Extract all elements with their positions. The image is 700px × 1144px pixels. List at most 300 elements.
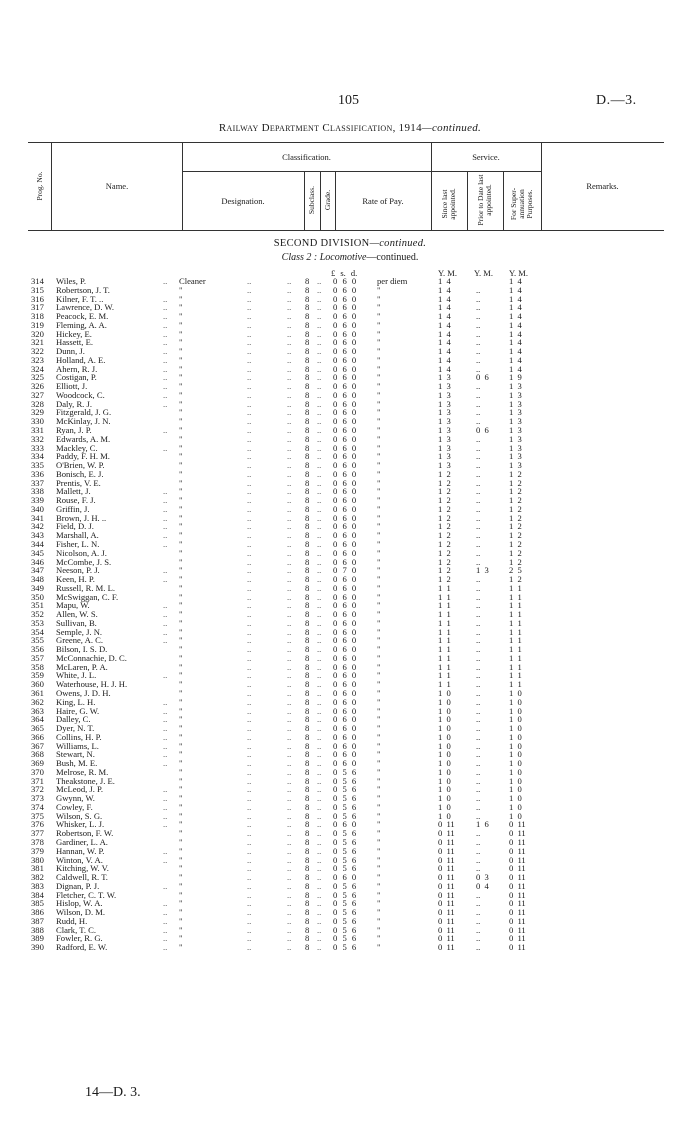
col-divider: [320, 171, 321, 230]
name-cell: Mackley, C.: [56, 442, 98, 453]
designation-cell: ": [179, 319, 183, 330]
subclass-cell: 8: [305, 915, 310, 926]
prior-to-date-cell: ..: [476, 609, 481, 620]
leader-dots: ..: [317, 714, 322, 725]
leader-dots: ..: [163, 311, 168, 322]
leader-dots: ..: [287, 565, 292, 576]
leader-dots: ..: [287, 451, 292, 462]
since-last-cell: 1 4: [438, 284, 451, 295]
prog-no-cell: 367: [31, 740, 44, 751]
name-cell: Rudd, H.: [56, 915, 88, 926]
rate-cell: 0 6 0: [333, 389, 357, 400]
superannuation-cell: 1 4: [509, 302, 522, 313]
leader-dots: ..: [317, 433, 322, 444]
superannuation-cell: 1 2: [509, 574, 522, 585]
leader-dots: ..: [247, 486, 252, 497]
leader-dots: ..: [287, 740, 292, 751]
leader-dots: ..: [287, 828, 292, 839]
name-cell: Mallett, J.: [56, 486, 91, 497]
since-last-cell: 0 11: [438, 845, 455, 856]
leader-dots: ..: [317, 425, 322, 436]
prior-to-date-cell: ..: [476, 828, 481, 839]
leader-dots: ..: [317, 889, 322, 900]
leader-dots: ..: [163, 705, 168, 716]
leader-dots: ..: [287, 521, 292, 532]
leader-dots: ..: [163, 845, 168, 856]
leader-dots: ..: [247, 872, 252, 883]
superannuation-cell: 1 4: [509, 276, 522, 286]
leader-dots: ..: [163, 749, 168, 760]
name-cell: Hannan, W. P.: [56, 845, 105, 856]
subclass-cell: 8: [305, 451, 310, 462]
leader-dots: ..: [287, 758, 292, 769]
subclass-cell: 8: [305, 574, 310, 585]
rate-period-cell: ": [377, 574, 381, 585]
leader-dots: ..: [247, 766, 252, 777]
leader-dots: ..: [317, 538, 322, 549]
superannuation-cell: 1 0: [509, 687, 522, 698]
name-cell: Nicolson, A. J.: [56, 547, 107, 558]
rate-cell: 0 6 0: [333, 714, 357, 725]
name-cell: Holland, A. E.: [56, 354, 106, 365]
since-last-cell: 0 11: [438, 915, 455, 926]
rate-period-cell: ": [377, 731, 381, 742]
name-cell: McLaren, P. A.: [56, 661, 108, 672]
leader-dots: ..: [163, 933, 168, 944]
superannuation-cell: 1 2: [509, 547, 522, 558]
since-last-cell: 1 4: [438, 319, 451, 330]
header-grade: Grade.: [323, 189, 332, 211]
superannuation-cell: 1 4: [509, 346, 522, 357]
rate-cell: 0 6 0: [333, 363, 357, 374]
superannuation-cell: 1 4: [509, 337, 522, 348]
leader-dots: ..: [247, 670, 252, 681]
leader-dots: ..: [287, 460, 292, 471]
leader-dots: ..: [287, 284, 292, 295]
leader-dots: ..: [287, 495, 292, 506]
name-cell: Griffin, J.: [56, 503, 90, 514]
leader-dots: ..: [247, 854, 252, 865]
name-cell: Rouse, F. J.: [56, 495, 96, 506]
superannuation-cell: 1 4: [509, 328, 522, 339]
designation-cell: ": [179, 328, 183, 339]
designation-cell: ": [179, 723, 183, 734]
rate-period-cell: ": [377, 609, 381, 620]
leader-dots: ..: [287, 363, 292, 374]
designation-cell: ": [179, 731, 183, 742]
staff-table-body: [0, 277, 700, 952]
designation-cell: ": [179, 872, 183, 883]
rate-period-cell: ": [377, 582, 381, 593]
leader-dots: ..: [247, 731, 252, 742]
rate-period-cell: ": [377, 293, 381, 304]
leader-dots: ..: [247, 442, 252, 453]
subclass-cell: 8: [305, 512, 310, 523]
prior-to-date-cell: ..: [476, 845, 481, 856]
prior-to-date-cell: ..: [476, 784, 481, 795]
prior-to-date-cell: ..: [476, 889, 481, 900]
prior-to-date-cell: ..: [476, 705, 481, 716]
rate-cell: 0 5 6: [333, 810, 357, 821]
prior-to-date-cell: ..: [476, 679, 481, 690]
rate-period-cell: ": [377, 398, 381, 409]
superannuation-cell: 1 0: [509, 696, 522, 707]
rate-cell: 0 6 0: [333, 425, 357, 436]
superannuation-cell: 1 2: [509, 477, 522, 488]
designation-cell: ": [179, 354, 183, 365]
rate-cell: 0 6 0: [333, 574, 357, 585]
subclass-cell: 8: [305, 942, 310, 953]
superannuation-cell: 2 5: [509, 565, 522, 576]
rate-cell: 0 5 6: [333, 837, 357, 847]
prog-no-cell: 319: [31, 319, 44, 330]
leader-dots: ..: [247, 381, 252, 392]
name-cell: Caldwell, R. T.: [56, 872, 108, 883]
subclass-cell: 8: [305, 556, 310, 567]
name-cell: Wilson, S. G.: [56, 810, 103, 821]
class-suffix: —continued.: [366, 252, 419, 263]
superannuation-cell: 0 11: [509, 880, 526, 891]
superannuation-cell: 0 11: [509, 837, 526, 847]
leader-dots: ..: [247, 810, 252, 821]
since-last-cell: 1 2: [438, 547, 451, 558]
rate-period-cell: ": [377, 810, 381, 821]
rate-cell: 0 6 0: [333, 293, 357, 304]
superannuation-cell: 0 11: [509, 907, 526, 918]
designation-cell: ": [179, 565, 183, 576]
leader-dots: ..: [317, 915, 322, 926]
designation-cell: ": [179, 924, 183, 935]
superannuation-cell: 1 1: [509, 644, 522, 655]
rate-cell: 0 6 0: [333, 723, 357, 734]
designation-cell: ": [179, 442, 183, 453]
leader-dots: ..: [287, 907, 292, 918]
subclass-cell: 8: [305, 617, 310, 628]
rate-period-cell: ": [377, 915, 381, 926]
rate-cell: 0 6 0: [333, 468, 357, 479]
leader-dots: ..: [317, 617, 322, 628]
name-cell: Edwards, A. M.: [56, 433, 111, 444]
prior-to-date-cell: ..: [476, 793, 481, 804]
prog-no-cell: 366: [31, 731, 44, 742]
leader-dots: ..: [163, 801, 168, 812]
leader-dots: ..: [287, 714, 292, 725]
since-last-cell: 1 1: [438, 626, 451, 637]
leader-dots: ..: [247, 363, 252, 374]
rate-period-cell: ": [377, 679, 381, 690]
subclass-cell: 8: [305, 407, 310, 418]
superannuation-cell: 1 3: [509, 442, 522, 453]
superannuation-cell: 1 1: [509, 652, 522, 663]
leader-dots: ..: [163, 381, 168, 392]
subclass-cell: 8: [305, 626, 310, 637]
prior-to-date-cell: ..: [476, 644, 481, 655]
rate-period-cell: ": [377, 784, 381, 795]
name-cell: Russell, R. M. L.: [56, 582, 115, 593]
name-cell: Daly, R. J.: [56, 398, 92, 409]
rate-cell: 0 5 6: [333, 845, 357, 856]
rate-period-cell: per diem: [377, 276, 408, 286]
since-last-cell: 1 0: [438, 687, 451, 698]
leader-dots: ..: [247, 784, 252, 795]
leader-dots: ..: [317, 451, 322, 462]
leader-dots: ..: [247, 819, 252, 830]
leader-dots: ..: [287, 872, 292, 883]
rate-cell: 0 6 0: [333, 617, 357, 628]
leader-dots: ..: [287, 933, 292, 944]
prior-to-date-cell: ..: [476, 617, 481, 628]
since-last-cell: 1 2: [438, 503, 451, 514]
leader-dots: ..: [287, 276, 292, 286]
rate-cell: 0 5 6: [333, 863, 357, 874]
prog-no-cell: 390: [31, 942, 44, 953]
name-cell: Robertson, J. T.: [56, 284, 110, 295]
prior-to-date-cell: 1 3: [476, 565, 489, 576]
rate-cell: 0 6 0: [333, 328, 357, 339]
leader-dots: ..: [287, 530, 292, 541]
designation-cell: ": [179, 652, 183, 663]
rate-cell: 0 7 0: [333, 565, 357, 576]
superannuation-cell: 1 4: [509, 319, 522, 330]
prog-no-cell: 329: [31, 407, 44, 418]
rate-cell: 0 6 0: [333, 705, 357, 716]
prog-no-cell: 388: [31, 924, 44, 935]
subclass-cell: 8: [305, 854, 310, 865]
designation-cell: ": [179, 635, 183, 646]
name-cell: Wilson, D. M.: [56, 907, 106, 918]
prior-to-date-cell: ..: [476, 486, 481, 497]
leader-dots: ..: [317, 837, 322, 847]
since-last-cell: 1 3: [438, 398, 451, 409]
prog-no-cell: 326: [31, 381, 44, 392]
prior-to-date-cell: ..: [476, 915, 481, 926]
designation-cell: ": [179, 661, 183, 672]
superannuation-cell: 1 0: [509, 749, 522, 760]
since-last-cell: 1 3: [438, 416, 451, 427]
superannuation-cell: 1 0: [509, 714, 522, 725]
subclass-cell: 8: [305, 749, 310, 760]
rate-cell: 0 6 0: [333, 302, 357, 313]
rate-cell: 0 5 6: [333, 793, 357, 804]
rate-period-cell: ": [377, 442, 381, 453]
designation-cell: ": [179, 644, 183, 655]
prog-no-cell: 346: [31, 556, 44, 567]
superannuation-cell: 1 3: [509, 381, 522, 392]
leader-dots: ..: [287, 547, 292, 558]
prior-to-date-cell: ..: [476, 311, 481, 322]
designation-cell: ": [179, 889, 183, 900]
prior-to-date-cell: ..: [476, 635, 481, 646]
since-last-cell: 1 1: [438, 670, 451, 681]
designation-cell: ": [179, 863, 183, 874]
name-cell: Semple, J. N.: [56, 626, 103, 637]
leader-dots: ..: [163, 942, 168, 953]
superannuation-cell: 1 1: [509, 600, 522, 611]
designation-cell: ": [179, 574, 183, 585]
leader-dots: ..: [317, 872, 322, 883]
name-cell: Greene, A. C.: [56, 635, 104, 646]
rate-cell: 0 6 0: [333, 635, 357, 646]
name-cell: McCombe, J. S.: [56, 556, 112, 567]
division-main: SECOND DIVISION: [273, 238, 370, 249]
name-cell: Hislop, W. A.: [56, 898, 103, 909]
designation-cell: ": [179, 530, 183, 541]
name-cell: Haire, G. W.: [56, 705, 100, 716]
rate-period-cell: ": [377, 486, 381, 497]
rate-cell: 0 6 0: [333, 582, 357, 593]
superannuation-cell: 1 3: [509, 425, 522, 436]
leader-dots: ..: [163, 723, 168, 734]
name-cell: Radford, E. W.: [56, 942, 108, 953]
since-last-cell: 1 3: [438, 372, 451, 383]
rate-cell: 0 5 6: [333, 828, 357, 839]
subclass-cell: 8: [305, 433, 310, 444]
leader-dots: ..: [287, 766, 292, 777]
leader-dots: ..: [317, 863, 322, 874]
leader-dots: ..: [163, 758, 168, 769]
rate-cell: 0 6 0: [333, 337, 357, 348]
leader-dots: ..: [287, 354, 292, 365]
rate-cell: 0 6 0: [333, 872, 357, 883]
leader-dots: ..: [287, 574, 292, 585]
leader-dots: ..: [317, 591, 322, 602]
since-last-cell: 1 2: [438, 468, 451, 479]
since-last-cell: 1 4: [438, 328, 451, 339]
rate-cell: 0 6 0: [333, 661, 357, 672]
prog-no-cell: 341: [31, 512, 44, 523]
subclass-cell: 8: [305, 880, 310, 891]
leader-dots: ..: [287, 381, 292, 392]
since-last-cell: 1 4: [438, 363, 451, 374]
subclass-cell: 8: [305, 582, 310, 593]
rate-cell: 0 5 6: [333, 766, 357, 777]
subclass-cell: 8: [305, 661, 310, 672]
since-last-cell: 1 3: [438, 451, 451, 462]
name-cell: Field, D. J.: [56, 521, 94, 532]
subclass-cell: 8: [305, 503, 310, 514]
leader-dots: ..: [287, 407, 292, 418]
since-last-cell: 0 11: [438, 872, 455, 883]
leader-dots: ..: [247, 863, 252, 874]
subclass-cell: 8: [305, 758, 310, 769]
designation-cell: ": [179, 381, 183, 392]
superannuation-cell: 1 4: [509, 363, 522, 374]
superannuation-cell: 1 2: [509, 556, 522, 567]
designation-cell: ": [179, 468, 183, 479]
superannuation-cell: 1 0: [509, 758, 522, 769]
prior-to-date-cell: ..: [476, 591, 481, 602]
subclass-cell: 8: [305, 898, 310, 909]
leader-dots: ..: [247, 530, 252, 541]
name-cell: Theakstone, J. E.: [56, 775, 115, 786]
since-last-cell: 0 11: [438, 933, 455, 944]
designation-cell: ": [179, 880, 183, 891]
prog-no-cell: 316: [31, 293, 44, 304]
leader-dots: ..: [317, 547, 322, 558]
prog-no-cell: 361: [31, 687, 44, 698]
prior-to-date-cell: ..: [476, 451, 481, 462]
designation-cell: ": [179, 828, 183, 839]
prog-no-cell: 314: [31, 276, 44, 286]
prog-no-cell: 337: [31, 477, 44, 488]
designation-cell: ": [179, 556, 183, 567]
prior-to-date-cell: ..: [476, 284, 481, 295]
prior-to-date-cell: ..: [476, 723, 481, 734]
subclass-cell: 8: [305, 740, 310, 751]
subclass-cell: 8: [305, 302, 310, 313]
leader-dots: ..: [247, 696, 252, 707]
rate-period-cell: ": [377, 565, 381, 576]
superannuation-cell: 1 1: [509, 626, 522, 637]
designation-cell: ": [179, 854, 183, 865]
prog-no-cell: 335: [31, 460, 44, 471]
prior-to-date-cell: ..: [476, 837, 481, 847]
leader-dots: ..: [317, 503, 322, 514]
prog-no-cell: 382: [31, 872, 44, 883]
since-last-cell: 1 2: [438, 574, 451, 585]
name-cell: Fletcher, C. T. W.: [56, 889, 117, 900]
prog-no-cell: 331: [31, 425, 44, 436]
name-cell: Owens, J. D. H.: [56, 687, 111, 698]
table-row: [0, 943, 700, 952]
leader-dots: ..: [247, 889, 252, 900]
prior-to-date-cell: ..: [476, 381, 481, 392]
designation-cell: ": [179, 477, 183, 488]
prior-to-date-cell: ..: [476, 758, 481, 769]
since-last-cell: 1 1: [438, 591, 451, 602]
prog-no-cell: 355: [31, 635, 44, 646]
subclass-cell: 8: [305, 714, 310, 725]
since-last-cell: 1 4: [438, 276, 451, 286]
leader-dots: ..: [287, 346, 292, 357]
leader-dots: ..: [163, 328, 168, 339]
rate-cell: 0 5 6: [333, 801, 357, 812]
prior-to-date-cell: ..: [476, 495, 481, 506]
rate-period-cell: ": [377, 389, 381, 400]
superannuation-cell: 1 1: [509, 635, 522, 646]
prior-to-date-cell: ..: [476, 346, 481, 357]
superannuation-cell: 1 0: [509, 723, 522, 734]
rate-cell: 0 6 0: [333, 354, 357, 365]
leader-dots: ..: [163, 898, 168, 909]
prog-no-cell: 350: [31, 591, 44, 602]
since-last-cell: 1 0: [438, 801, 451, 812]
designation-cell: ": [179, 793, 183, 804]
leader-dots: ..: [163, 854, 168, 865]
rate-cell: 0 5 6: [333, 775, 357, 786]
leader-dots: ..: [247, 556, 252, 567]
leader-dots: ..: [287, 600, 292, 611]
leader-dots: ..: [317, 854, 322, 865]
leader-dots: ..: [287, 784, 292, 795]
rate-period-cell: ": [377, 775, 381, 786]
prior-to-date-cell: ..: [476, 714, 481, 725]
leader-dots: ..: [247, 845, 252, 856]
subclass-cell: 8: [305, 319, 310, 330]
subclass-cell: 8: [305, 652, 310, 663]
rate-period-cell: ": [377, 723, 381, 734]
rate-period-cell: ": [377, 740, 381, 751]
leader-dots: ..: [317, 740, 322, 751]
rate-period-cell: ": [377, 425, 381, 436]
rate-period-cell: ": [377, 670, 381, 681]
rate-cell: 0 6 0: [333, 538, 357, 549]
prog-no-cell: 339: [31, 495, 44, 506]
leader-dots: ..: [287, 617, 292, 628]
leader-dots: ..: [317, 845, 322, 856]
superannuation-cell: 1 1: [509, 591, 522, 602]
prior-to-date-cell: ..: [476, 600, 481, 611]
